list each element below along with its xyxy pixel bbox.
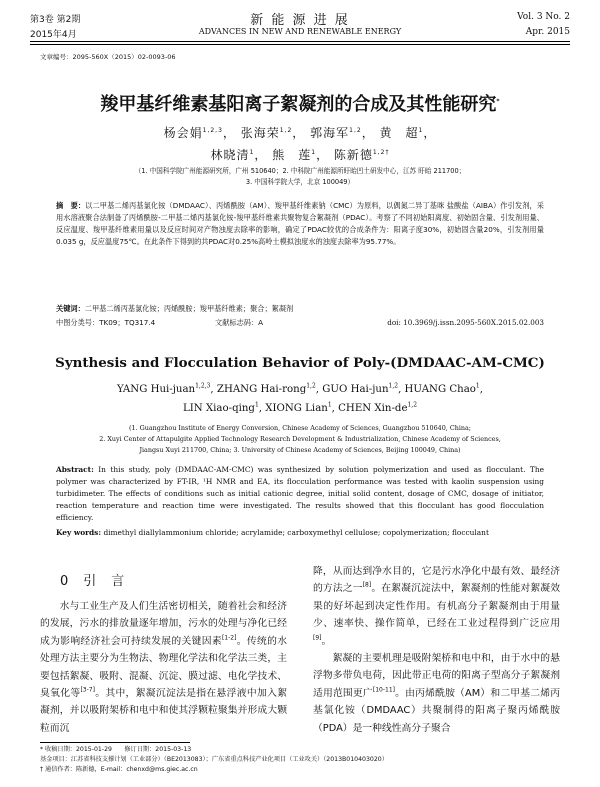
title-cn-mark: * <box>496 98 500 105</box>
authors-cn-line2: 林晓清$^1$， 熊 莲$^1$， 陈新德$^{1,2\dagger}$ <box>210 148 390 162</box>
author-cn-sup: 1 <box>418 127 424 134</box>
citation: [10-11] <box>372 686 395 694</box>
body-text: 絮凝的主要机理是吸附架桥和电中和，由于水中的悬浮物多带负电荷，因此带正电荷的阳离子型高分子絮凝剂适用范围更广 <box>313 653 560 699</box>
title-cn <box>30 90 570 116</box>
footnote-3: † 通信作者：陈新德，E-mail：chenxd@ms.giec.ac.cn <box>40 766 198 773</box>
author-en-sup: 1 <box>254 401 259 409</box>
author-en: YANG Hui-juan <box>117 384 196 395</box>
author-cn: 熊 莲 <box>272 148 312 162</box>
footnote-rule <box>40 742 190 743</box>
citation: [9] <box>313 634 322 642</box>
author-en-sup: 1,2 <box>388 382 399 390</box>
body-text: 。 <box>321 635 332 647</box>
body-paragraph <box>313 563 560 650</box>
author-cn: 郭海军 <box>310 126 350 140</box>
citation: [3-7] <box>80 686 95 694</box>
author-en-sup: 1,2 <box>306 382 316 390</box>
body-right-column <box>313 563 560 737</box>
body-text: 。其中，絮凝沉淀法是指在悬浮液中加入絮凝剂，并以吸附架桥和电中和使其浮颗粒聚集并形成大颗粒而沉 <box>40 688 287 734</box>
author-en-sup: 1,2,3 <box>195 382 211 390</box>
author-cn: 张海荣 <box>240 126 280 140</box>
body-text: 降，从而达到净水目的，它是污水净化中最有效、最经济的方法之一 <box>313 566 560 595</box>
affiliation-cn-2: 3. 中国科学院大学，北京 100049） <box>245 178 355 186</box>
header-volume-cn: 第3卷 第2期 <box>30 15 81 25</box>
affiliation-en-3: Jiangsu Xuyi 211700, China; 3. University of Chinese Academy of Sciences, Beijing 100049, China) <box>139 446 461 454</box>
body-text: 。传统的水处理方法主要分为生物法、物理化学法和化学法三类，主要包括絮凝、吸附、混凝、沉淀、膜过滤、电化学技术、臭氧化等 <box>40 635 287 700</box>
author-en-sup: 1 <box>475 382 480 390</box>
author-cn-sup: 1,2† <box>372 149 390 156</box>
body-paragraph <box>313 650 560 737</box>
author-en-sup: 1,2 <box>407 401 418 409</box>
header-journal-cn: 新 能 源 进 展 <box>250 13 350 28</box>
body-left-column <box>40 598 287 737</box>
author-cn-sup: 1,2 <box>279 127 293 134</box>
author-en-sup: 1 <box>327 401 332 409</box>
keywords-cn <box>56 303 544 315</box>
header-rule-thin <box>30 44 570 45</box>
header-volume-en: Vol. 3 No. 2 <box>517 12 570 22</box>
title-cn-text: 羧甲基纤维素基阳离子絮凝剂的合成及其性能研究 <box>100 94 497 115</box>
author-en: CHEN Xin-de <box>338 403 408 414</box>
author-cn-sup: 1 <box>311 149 317 156</box>
author-en: HUANG Chao <box>404 384 476 395</box>
section-heading: 0 引 言 <box>60 574 126 589</box>
keywords-en-text: dimethyl diallylammonium chloride; acrylamide; carboxymethyl cellulose; copolymerization; flocculant <box>103 528 489 537</box>
article-number: 文章编号：2095-560X（2015）02-0093-06 <box>40 53 176 61</box>
abstract-en-label: Abstract: <box>56 465 94 474</box>
abstract-cn-text: 以二甲基二烯丙基氯化铵（DMDAAC）、丙烯酰胺（AM）、羧甲基纤维素钠（CMC）为原料，以偶氮二异丁基咪 盐酸盐（AIBA）作引发剂，采用水溶液聚合法制备了丙烯酰胺-二甲基二烯丙基氯化铵-羧甲基纤维素共聚物复合絮凝剂（PDAC）。考察了不同初始阳离度、初始固含量、引发剂用量、反应温度、羧甲基纤维素用量以及反应时间对产物浊度去除率的影响，确定了PDAC较优的合成条件为：阳离子度30%，初始固含量20%，引发剂用量0.035 g，反应温度75℃。在此条件下得到的共PDAC对0.25%高岭土模拟浊度水的浊度去除率为95.77%。 <box>56 201 544 246</box>
citation: [1-2] <box>221 634 237 642</box>
authors-en-line1: YANG Hui-juan$^{1,2,3}$, ZHANG Hai-rong$^{1,2}$, GUO Hai-jun$^{1,2}$, HUANG Chao$^1$, <box>117 382 483 395</box>
footnote-1: * 收稿日期：2015-01-29 修订日期：2015-03-13 <box>40 746 192 753</box>
author-en: ZHANG Hai-rong <box>216 384 307 395</box>
document-code: 文献标志码：A <box>215 318 264 327</box>
header-rule <box>30 41 570 42</box>
keywords-cn-label: 关键词： <box>56 304 85 313</box>
keywords-en <box>56 527 544 539</box>
abstract-cn-label: 摘 要： <box>56 201 86 210</box>
abstract-en-text: In this study, poly (DMDAAC-AM-CMC) was synthesized by solution polymerization and used as flocculant. The polymer was characterized by FT-IR, ¹H NMR and EA, its flocculation performance was tested with kaolin suspension using turbidimeter. The effects of conditions such as initial cationic degree, initial solid content, dosage of CMC, dosage of initiator, reaction temperature and reaction time were investigated. The results showed that this flocculant has good flocculation efficiency. <box>56 465 544 522</box>
header-date-en: Apr. 2015 <box>525 27 570 37</box>
header-journal-en: ADVANCES IN NEW AND RENEWABLE ENERGY <box>198 27 402 36</box>
author-cn-sup: 1,2,3 <box>202 127 223 134</box>
author-en: LIN Xiao-qing <box>182 403 255 414</box>
author-cn-sup: 1,2 <box>349 127 362 134</box>
header-date-cn: 2015年4月 <box>30 30 77 40</box>
author-cn: 陈新德 <box>333 148 373 162</box>
affiliation-en-1: (1. Guangzhou Institute of Energy Conversion, Chinese Academy of Sciences, Guangzhou 510640, China; <box>129 424 471 432</box>
keywords-en-label: Key words: <box>56 528 102 537</box>
abstract-en <box>56 464 544 524</box>
keywords-cn-text: 二甲基二烯丙基氯化铵；丙烯酰胺；羧甲基纤维素；聚合；絮凝剂 <box>84 304 294 313</box>
body-text: 。在絮凝沉淀法中，絮凝剂的性能对絮凝效果的好坏起到决定性作用。有机高分子絮凝剂由于用量少、速率快、操作简单，已经在工业过程得到广泛应用 <box>313 583 560 630</box>
author-cn-sup: 1 <box>249 149 255 156</box>
authors-en-line2: LIN Xiao-qing$^1$, XIONG Lian$^1$, CHEN Xin-de$^{1,2}$ <box>182 401 418 414</box>
title-en: Synthesis and Flocculation Behavior of Poly-(DMDAAC-AM-CMC) <box>55 355 545 371</box>
abstract-cn <box>56 200 544 248</box>
clc-number: 中图分类号：TK09；TQ317.4 <box>56 318 156 327</box>
doi: doi: 10.3969/j.issn.2095-560X.2015.02.003 <box>387 318 544 327</box>
body-text: 水与工业生产及人们生活密切相关，随着社会和经济的发展，污水的排放量逐年增加，污水的处理与净化已经成为影响经济社会可持续发展的关键因素 <box>40 601 287 647</box>
affiliation-en-2: 2. Xuyi Center of Attapulgite Applied Technology Research Development & Industrialization, Chinese Academy of Sciences, <box>99 435 501 443</box>
author-cn: 黄 超 <box>379 126 419 140</box>
author-cn: 林晓清 <box>210 148 250 162</box>
body-text: 。由丙烯酰胺（AM）和二甲基二烯丙基氯化铵（DMDAAC）共聚制得的阳离子聚丙烯酰胺（PDA）是一种线性高分子聚合 <box>313 687 561 734</box>
footnote-2: 基金项目：江苏省科技支撑计划（工业部分）（BE2013083）；广东省重点科技产业化项目（工业攻关）（2013B010403020） <box>40 756 388 763</box>
author-en: XIONG Lian <box>265 403 328 414</box>
author-en: GUO Hai-jun <box>322 384 389 395</box>
affiliation-cn-1: （1. 中国科学院广州能源研究所，广州 510640；2. 中科院广州能源所盱眙凹土研发中心，江苏 盱眙 211700； <box>134 167 466 175</box>
author-cn: 杨会娟 <box>163 126 203 140</box>
citation: [8] <box>362 582 372 590</box>
authors-cn-line1: 杨会娟$^{1,2,3}$， 张海荣$^{1,2}$， 郭海军$^{1,2}$， 黄 超$^1$， <box>163 126 437 140</box>
